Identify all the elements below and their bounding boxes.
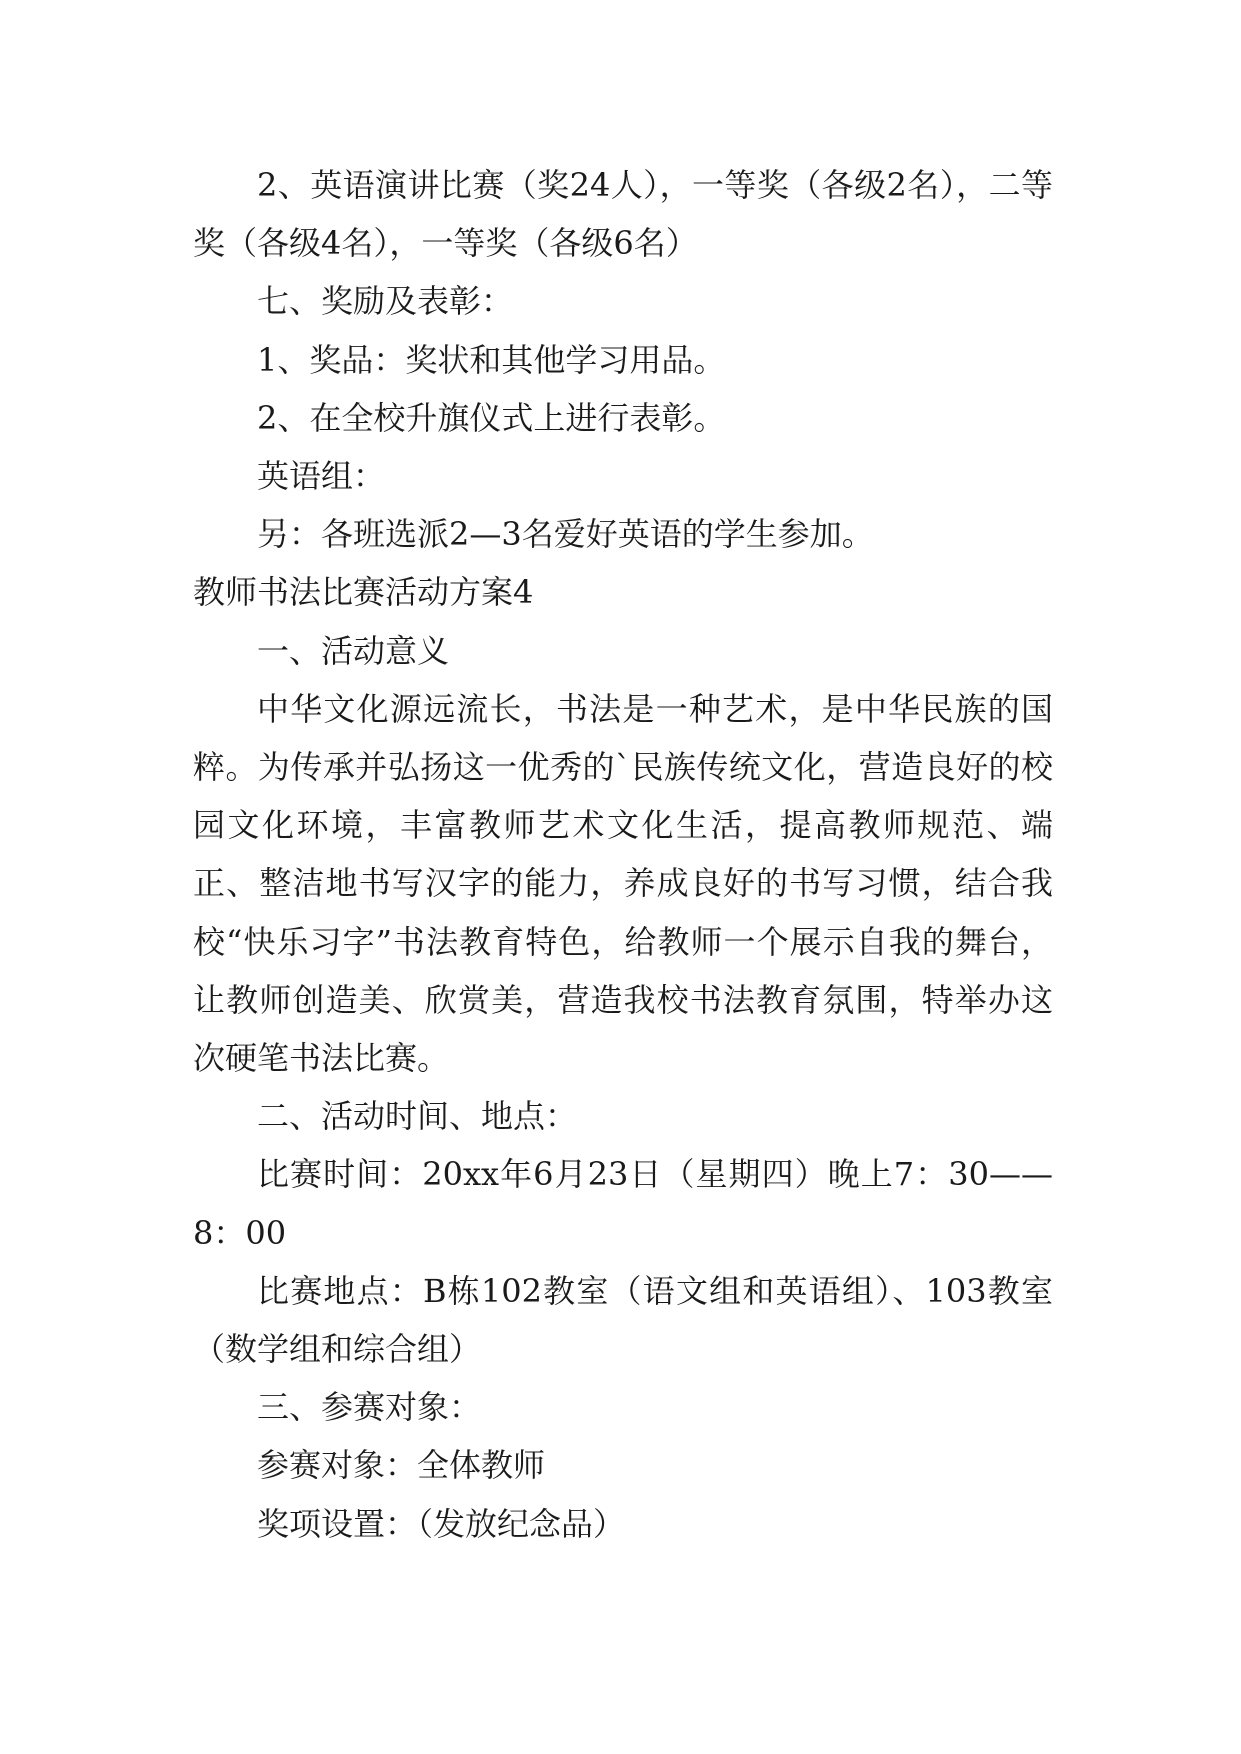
paragraph-competition-place: 比赛地点：B栋102教室（语文组和英语组）、103教室（数学组和综合组） xyxy=(193,1271,1053,1369)
section-heading-participants: 三、参赛对象： xyxy=(257,1388,482,1427)
paragraph-significance: 中华文化源远流长，书法是一种艺术，是中华民族的国粹。为传承并弘扬这一优秀的`民族传统文化，营造良好的校园文化环境，丰富教师艺术文化生活，提高教师规范、端正、整洁地书写汉字的能力，养成良好的书写习惯，结合我校“快乐习字”书法教育特色，给教师一个展示自我的舞台，让教师创造美、欣赏美，营造我校书法教育氛围，特举办这次硬笔书法比赛。 xyxy=(193,689,1053,1078)
section-heading-rewards: 七、奖励及表彰： xyxy=(257,282,514,321)
section-heading-time-place: 二、活动时间、地点： xyxy=(257,1097,578,1136)
document-body xyxy=(193,156,1053,1553)
paragraph-award-settings: 奖项设置：（发放纪念品） xyxy=(257,1504,626,1543)
document-title: 教师书法比赛活动方案4 xyxy=(193,573,534,612)
paragraph-participants: 参赛对象：全体教师 xyxy=(257,1446,546,1485)
paragraph-english-speech-awards: 2、英语演讲比赛（奖24人），一等奖（各级2名），二等奖（各级4名），一等奖（各级6名） xyxy=(193,166,1053,263)
section-heading-significance: 一、活动意义 xyxy=(257,631,450,670)
paragraph-prizes: 1、奖品：奖状和其他学习用品。 xyxy=(257,340,726,379)
paragraph-commendation: 2、在全校升旗仪式上进行表彰。 xyxy=(257,398,726,437)
paragraph-english-group: 英语组： xyxy=(257,457,386,496)
paragraph-note: 另：各班选派2—3名爱好英语的学生参加。 xyxy=(257,515,874,554)
paragraph-competition-time: 比赛时间：20xx年6月23日（星期四）晚上7：30——8：00 xyxy=(193,1155,1053,1252)
